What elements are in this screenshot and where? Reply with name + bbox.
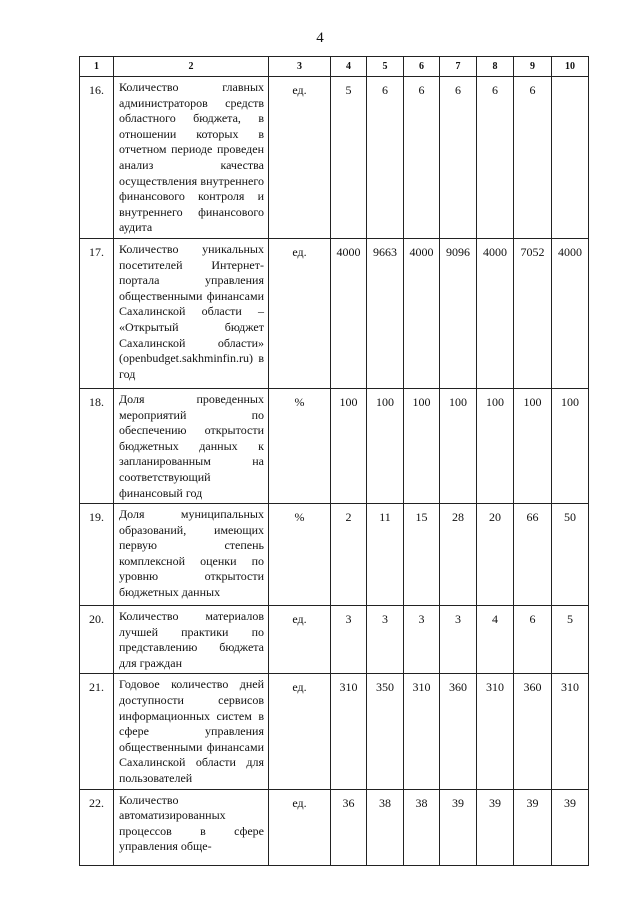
indicator-name-cell: Количество материалов лучшей практики по представлению бюджета для граждан [114, 606, 269, 674]
indicator-name-cell: Количество автоматизированных процессов в сфере управления обще- [114, 789, 269, 865]
value-cell: 100 [514, 388, 552, 503]
row-number-cell: 18. [80, 388, 114, 503]
col-header: 4 [331, 57, 367, 77]
value-cell: 6 [514, 77, 552, 239]
value-cell: 6 [514, 606, 552, 674]
value-cell: 310 [331, 674, 367, 789]
value-cell: 38 [404, 789, 440, 865]
col-header: 8 [477, 57, 514, 77]
value-cell: 20 [477, 504, 514, 606]
value-cell: 39 [477, 789, 514, 865]
value-cell: 4000 [477, 238, 514, 388]
value-cell: 100 [404, 388, 440, 503]
value-cell: 4000 [404, 238, 440, 388]
value-cell: 310 [404, 674, 440, 789]
value-cell: 6 [440, 77, 477, 239]
col-header: 6 [404, 57, 440, 77]
row-number-cell: 16. [80, 77, 114, 239]
col-header: 10 [552, 57, 589, 77]
value-cell: 50 [552, 504, 589, 606]
unit-cell: ед. [269, 789, 331, 865]
value-cell: 350 [367, 674, 404, 789]
value-cell: 3 [331, 606, 367, 674]
value-cell [552, 77, 589, 239]
value-cell: 4000 [331, 238, 367, 388]
value-cell: 4000 [552, 238, 589, 388]
value-cell: 100 [477, 388, 514, 503]
value-cell: 6 [367, 77, 404, 239]
col-header: 7 [440, 57, 477, 77]
table-row [80, 504, 589, 606]
row-number-cell: 19. [80, 504, 114, 606]
value-cell: 36 [331, 789, 367, 865]
value-cell: 39 [552, 789, 589, 865]
col-header: 5 [367, 57, 404, 77]
value-cell: 39 [514, 789, 552, 865]
indicator-name-cell: Количество уникальных посетителей Интернет-портала управления общественными финансами Сахалинской области – «Открытый бюджет Сахалинской области» (openbudget.sakhminfin.ru) в год [114, 238, 269, 388]
value-cell: 360 [514, 674, 552, 789]
row-number-cell: 21. [80, 674, 114, 789]
row-number-cell: 22. [80, 789, 114, 865]
value-cell: 28 [440, 504, 477, 606]
table-row [80, 388, 589, 503]
unit-cell: % [269, 504, 331, 606]
table-row [80, 606, 589, 674]
table-row [80, 674, 589, 789]
col-header: 2 [114, 57, 269, 77]
value-cell: 66 [514, 504, 552, 606]
value-cell: 3 [404, 606, 440, 674]
indicator-name-cell: Доля проведенных мероприятий по обеспечению открытости бюджетных данных к запланированным на соответствующий финансовый год [114, 388, 269, 503]
table-row [80, 789, 589, 865]
value-cell: 7052 [514, 238, 552, 388]
value-cell: 360 [440, 674, 477, 789]
unit-cell: % [269, 388, 331, 503]
value-cell: 100 [331, 388, 367, 503]
value-cell: 11 [367, 504, 404, 606]
unit-cell: ед. [269, 606, 331, 674]
value-cell: 6 [477, 77, 514, 239]
value-cell: 100 [552, 388, 589, 503]
table-row [80, 238, 589, 388]
unit-cell: ед. [269, 77, 331, 239]
value-cell: 3 [440, 606, 477, 674]
col-header: 3 [269, 57, 331, 77]
col-header: 1 [80, 57, 114, 77]
indicator-name-cell: Доля муниципальных образований, имеющих первую степень комплексной оценки по уровню открытости бюджетных данных [114, 504, 269, 606]
col-header: 9 [514, 57, 552, 77]
row-number-cell: 17. [80, 238, 114, 388]
value-cell: 9096 [440, 238, 477, 388]
table-row [80, 77, 589, 239]
value-cell: 3 [367, 606, 404, 674]
value-cell: 5 [331, 77, 367, 239]
indicator-name-cell: Количество главных администраторов средств областного бюджета, в отношении которых в отчетном периоде проведен анализ качества осуществления внутреннего финансового контроля и внутреннего финансового аудита [114, 77, 269, 239]
unit-cell: ед. [269, 674, 331, 789]
value-cell: 100 [440, 388, 477, 503]
header-row [80, 57, 589, 77]
value-cell: 310 [477, 674, 514, 789]
value-cell: 6 [404, 77, 440, 239]
indicators-table [79, 56, 589, 866]
value-cell: 310 [552, 674, 589, 789]
value-cell: 9663 [367, 238, 404, 388]
row-number-cell: 20. [80, 606, 114, 674]
value-cell: 4 [477, 606, 514, 674]
value-cell: 5 [552, 606, 589, 674]
value-cell: 2 [331, 504, 367, 606]
unit-cell: ед. [269, 238, 331, 388]
indicator-name-cell: Годовое количество дней доступности сервисов информационных систем в сфере управления общественными финансами Сахалинской области для пользователей [114, 674, 269, 789]
value-cell: 39 [440, 789, 477, 865]
value-cell: 15 [404, 504, 440, 606]
value-cell: 38 [367, 789, 404, 865]
page-number: 4 [316, 30, 324, 46]
value-cell: 100 [367, 388, 404, 503]
